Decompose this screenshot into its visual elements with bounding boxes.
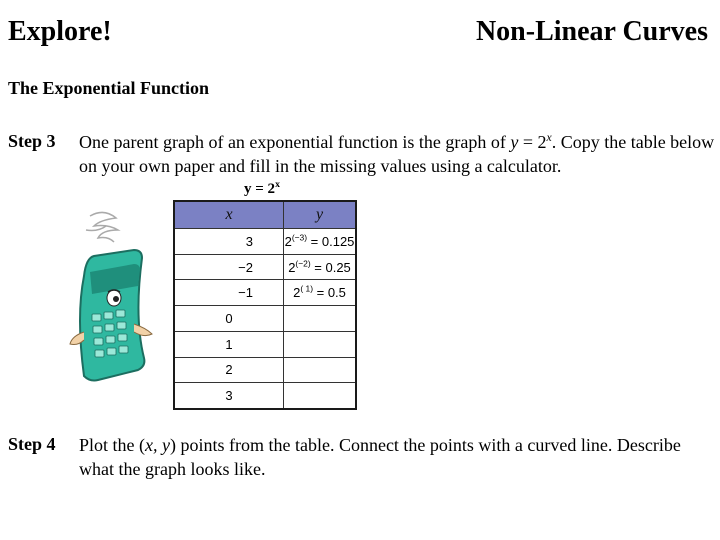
y-result: = 0.5 [313, 285, 346, 301]
values-table [173, 200, 357, 410]
calculator-illustration [62, 206, 166, 386]
y-result: = 0.25 [310, 259, 351, 275]
step3-eq-equals: = 2 [518, 132, 547, 152]
x-cell: 3 [174, 229, 284, 255]
x-cell: 2 [174, 357, 284, 383]
header-left-title: Explore! [8, 16, 112, 47]
y-exponent: (−2) [295, 258, 311, 269]
step4-text-a: Plot the ( [79, 435, 145, 455]
x-cell: 3 [174, 383, 284, 409]
y-base: 2 [288, 259, 296, 275]
x-cell: −2 [174, 254, 284, 280]
header-x: x [174, 201, 284, 229]
step3-text [79, 130, 719, 178]
table-caption-exponent: x [275, 179, 280, 190]
y-exponent: ( 1) [300, 283, 313, 294]
step3-text-b: . Copy the table below on your own paper and fill in the missing values using a calculator. [79, 132, 715, 176]
step4-text-b: ) points from the table. Connect the points with a curved line. Describe what the graph looks like. [79, 435, 681, 479]
table-header-row [174, 201, 356, 229]
y-cell-empty [284, 383, 357, 409]
table-row [174, 383, 356, 409]
table-row [174, 306, 356, 332]
y-cell-empty [284, 357, 357, 383]
step4-label: Step 4 [8, 434, 56, 454]
table-row [174, 331, 356, 357]
section-title: The Exponential Function [8, 78, 210, 98]
thought-squiggle-icon [86, 212, 118, 242]
step4-text [79, 433, 699, 481]
step4-point: x, y [145, 435, 170, 455]
step3-eq-y: y [510, 132, 519, 152]
table-row [174, 280, 356, 306]
header-right-title: Non-Linear Curves [475, 16, 708, 47]
step3-eq-exponent: x [546, 131, 552, 144]
calculator-body-icon [70, 250, 152, 381]
step3-text-a: One parent graph of an exponential function is the graph of [79, 132, 511, 152]
x-cell: 1 [174, 331, 284, 357]
y-cell-empty [284, 331, 357, 357]
y-cell [284, 280, 357, 306]
y-exponent: (−3) [291, 232, 308, 243]
y-cell [284, 254, 357, 280]
table-caption [244, 181, 280, 198]
x-cell: 0 [174, 306, 284, 332]
y-result: = 0.125 [307, 233, 355, 249]
table-row [174, 229, 356, 255]
y-base: 2 [284, 233, 292, 249]
y-cell-empty [284, 306, 357, 332]
table-caption-main: y = 2 [244, 181, 276, 197]
table-row [174, 357, 356, 383]
step3-label: Step 3 [8, 131, 56, 151]
x-cell: −1 [174, 280, 284, 306]
y-cell [284, 229, 357, 255]
y-base: 2 [293, 285, 301, 301]
header-y: y [284, 201, 357, 229]
table-row [174, 254, 356, 280]
